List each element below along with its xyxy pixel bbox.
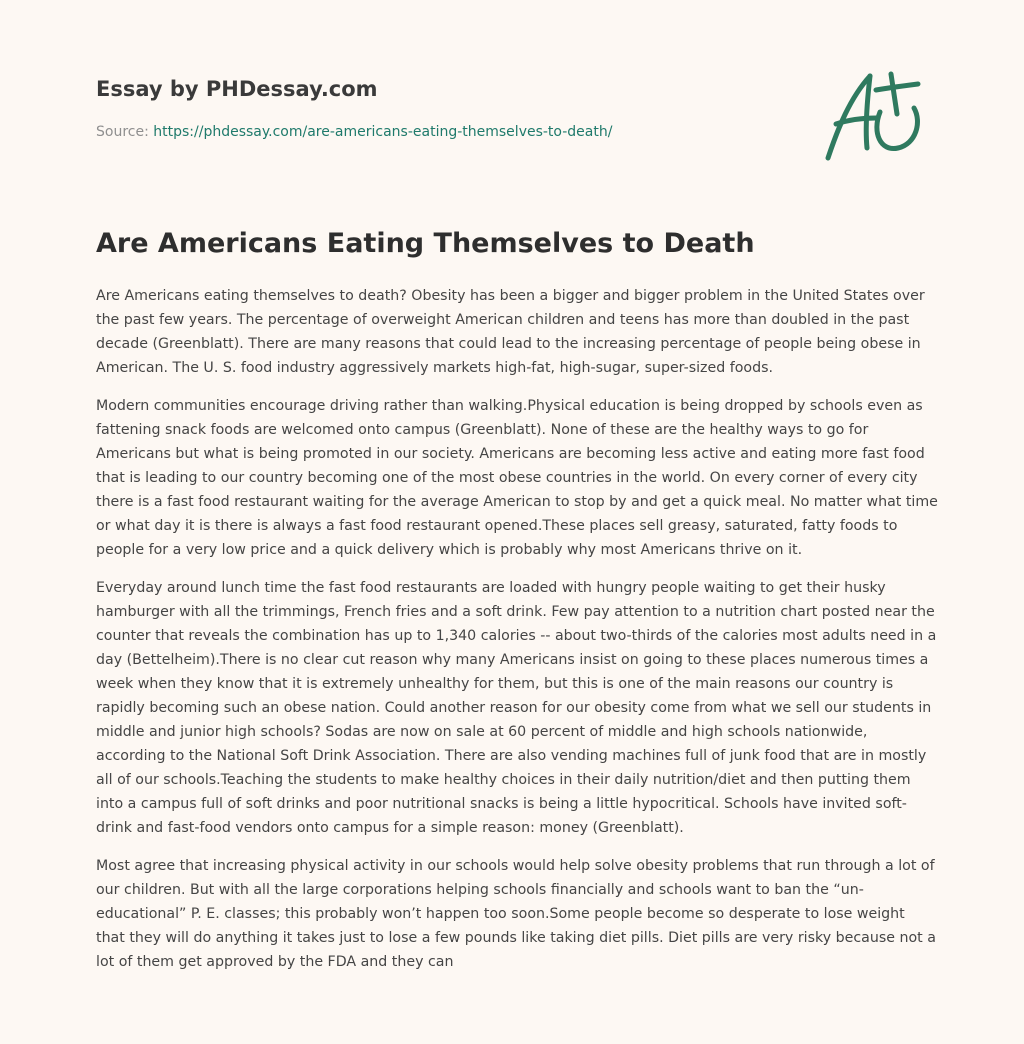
source-label: Source: — [96, 124, 154, 140]
source-link[interactable]: https://phdessay.com/are-americans-eating-themselves-to-death/ — [153, 124, 613, 140]
essay-paragraph: Most agree that increasing physical activity in our schools would help solve obesity problems that run through a lot of our children. But with all the large corporations helping schools financially and schools want to ban the “un-educational” P. E. classes; this probably won’t happen too soon.Some people become so desperate to lose weight that they will do anything it takes just to lose a few pounds like taking diet pills. Diet pills are very risky because not a lot of them get approved by the FDA and they can — [96, 858, 936, 970]
essay-paragraph: Are Americans eating themselves to death? Obesity has been a bigger and bigger problem in the United States over the past few years. The percentage of overweight American children and teens has more than doubled in the past decade (Greenblatt). There are many reasons that could lead to the increasing percentage of people being obese in American. The U. S. food industry aggressively markets high-fat, high-sugar, super-sized foods. — [96, 288, 925, 376]
essay-content — [96, 224, 938, 988]
source-line — [96, 122, 612, 142]
site-brand: Essay by PHDessay.com — [96, 77, 378, 101]
essay-title: Are Americans Eating Themselves to Death — [96, 228, 755, 259]
essay-paragraph: Everyday around lunch time the fast food restaurants are loaded with hungry people waiting to get their husky hamburger with all the trimmings, French fries and a soft drink. Few pay attention to a nutrition chart posted near the counter that reveals the combination has up to 1,340 calories -- about two-thirds of the calories most adults need in a day (Bettelheim).There is no clear cut reason why many Americans insist on going to these places numerous times a week when they know that it is extremely unhealthy for them, but this is one of the main reasons our country is rapidly becoming such an obese nation. Could another reason for our obesity come from what we sell our students in middle and junior high schools? Sodas are now on sale at 60 percent of middle and high schools nationwide, according to the National Soft Drink Association. There are also vending machines full of junk food that are in mostly all of our schools.Teaching the students to make healthy choices in their daily nutrition/diet and then putting them into a campus full of soft drinks and poor nutritional snacks is being a little hypocritical. Schools have invited soft-drink and fast-food vendors onto campus for a simple reason: money (Greenblatt). — [96, 580, 937, 836]
site-header — [96, 74, 776, 140]
essay-paragraph: Modern communities encourage driving rather than walking.Physical education is being dropped by schools even as fattening snack foods are welcomed onto campus (Greenblatt). None of these are the healthy ways to go for Americans but what is being promoted in our society. Americans are becoming less active and eating more fast food that is leading to our country becoming one of the most obese countries in the world. On every corner of every city there is a fast food restaurant waiting for the average American to stop by and get a quick meal. No matter what time or what day it is there is always a fast food restaurant opened.These places sell greasy, saturated, fatty foods to people for a very low price and a quick delivery which is probably why most Americans thrive on it. — [96, 398, 938, 558]
a-plus-grade-icon — [818, 66, 928, 166]
